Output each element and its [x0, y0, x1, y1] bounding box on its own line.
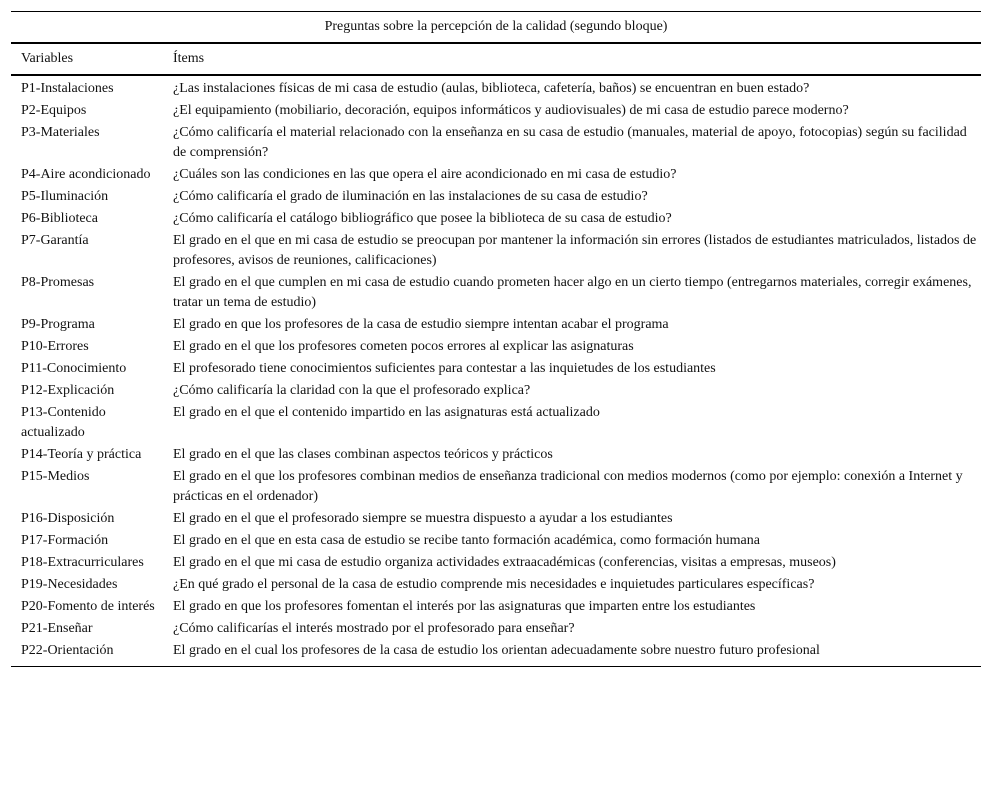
- variable-cell: P10-Errores: [21, 339, 89, 354]
- variable-cell: P11-Conocimiento: [21, 361, 127, 376]
- item-cell: ¿Las instalaciones físicas de mi casa de estudio (aulas, biblioteca, cafetería, baños) se encuentran en buen estado?: [173, 81, 810, 96]
- table-row: [11, 618, 981, 640]
- table-row: [11, 164, 981, 186]
- item-cell: El grado en que los profesores fomentan el interés por las asignaturas que imparten entre los estudiantes: [173, 599, 756, 614]
- item-cell: El grado en que los profesores de la casa de estudio siempre intentan acabar el programa: [173, 317, 669, 332]
- table-row: [11, 444, 981, 466]
- variable-cell: P14-Teoría y práctica: [21, 447, 142, 462]
- variable-cell: P22-Orientación: [11, 640, 163, 667]
- variable-cell: P16-Disposición: [21, 511, 115, 526]
- item-cell: El grado en el que en esta casa de estudio se recibe tanto formación académica, como formación humana: [173, 533, 760, 548]
- item-cell: ¿Cómo calificarías el interés mostrado por el profesorado para enseñar?: [173, 621, 575, 636]
- table-row: [11, 596, 981, 618]
- table-row: [11, 314, 981, 336]
- variable-cell: P20-Fomento de interés: [21, 599, 155, 614]
- item-cell: ¿Cómo calificaría el material relacionado con la enseñanza en su casa de estudio (manuales, material de apoyo, fotocopias) según su facilidad de comprensión?: [173, 125, 967, 160]
- variable-cell: P1-Instalaciones: [21, 81, 114, 96]
- table-row: [11, 208, 981, 230]
- header-variables: Variables: [11, 43, 163, 75]
- header-items: Ítems: [163, 43, 981, 75]
- item-cell: ¿Cómo calificaría el catálogo bibliográfico que posee la biblioteca de su casa de estudio?: [173, 211, 672, 226]
- variable-cell: P18-Extracurriculares: [21, 555, 144, 570]
- table-row: [11, 530, 981, 552]
- quality-perception-table: [11, 11, 981, 667]
- table-row: [11, 574, 981, 596]
- variable-cell: P15-Medios: [21, 469, 90, 484]
- variable-cell: P5-Iluminación: [21, 189, 109, 204]
- item-cell: El grado en el que los profesores combinan medios de enseñanza tradicional con medios modernos (como por ejemplo: conexión a Internet y prácticas en el ordenador): [173, 469, 963, 504]
- table-row: [11, 230, 981, 272]
- item-cell: El grado en el que las clases combinan aspectos teóricos y prácticos: [173, 447, 553, 462]
- table-caption-row: [11, 12, 981, 44]
- item-cell: ¿Cómo calificaría el grado de iluminación en las instalaciones de su casa de estudio?: [173, 189, 648, 204]
- table-row: [11, 336, 981, 358]
- table-row: [11, 358, 981, 380]
- table-row: [11, 402, 981, 444]
- table-body: [11, 75, 981, 667]
- item-cell: El grado en el que el profesorado siempre se muestra dispuesto a ayudar a los estudiantes: [173, 511, 673, 526]
- table-row: [11, 122, 981, 164]
- variable-cell: P3-Materiales: [21, 125, 100, 140]
- table-row: [11, 75, 981, 100]
- table-row: [11, 380, 981, 402]
- variable-cell: P17-Formación: [21, 533, 109, 548]
- variable-cell: P21-Enseñar: [21, 621, 93, 636]
- variable-cell: P12-Explicación: [21, 383, 115, 398]
- variable-cell: P7-Garantía: [21, 233, 89, 248]
- item-cell: El grado en el que mi casa de estudio organiza actividades extraacadémicas (conferencias, visitas a empresas, museos): [173, 555, 836, 570]
- table-row: [11, 272, 981, 314]
- table-row: [11, 508, 981, 530]
- item-cell: El grado en el que cumplen en mi casa de estudio cuando prometen hacer algo en un cierto tiempo (entregarnos materiales, corregir exámenes, tratar un tema de estudio): [173, 275, 972, 310]
- variable-cell: P8-Promesas: [21, 275, 95, 290]
- table-row: [11, 186, 981, 208]
- item-cell: ¿En qué grado el personal de la casa de estudio comprende mis necesidades e inquietudes particulares específicas?: [173, 577, 815, 592]
- variable-cell: P2-Equipos: [21, 103, 87, 118]
- variable-cell: P9-Programa: [21, 317, 95, 332]
- item-cell: El grado en el que en mi casa de estudio se preocupan por mantener la información sin errores (listados de estudiantes matriculados, listados de profesores, avisos de reuniones, calificaciones): [173, 233, 977, 268]
- table-row: [11, 466, 981, 508]
- item-cell: El grado en el que el contenido impartido en las asignaturas está actualizado: [173, 405, 600, 420]
- table-row: [11, 640, 981, 667]
- variable-cell: P4-Aire acondicionado: [21, 167, 151, 182]
- table-row: [11, 100, 981, 122]
- item-cell: ¿El equipamiento (mobiliario, decoración, equipos informáticos y audiovisuales) de mi casa de estudio parece moderno?: [173, 103, 849, 118]
- table-caption: Preguntas sobre la percepción de la calidad (segundo bloque): [11, 12, 981, 44]
- item-cell: El grado en el que los profesores cometen pocos errores al explicar las asignaturas: [173, 339, 634, 354]
- variable-cell: P6-Biblioteca: [21, 211, 98, 226]
- item-cell: El profesorado tiene conocimientos suficientes para contestar a las inquietudes de los estudiantes: [173, 361, 716, 376]
- table-row: [11, 552, 981, 574]
- item-cell: El grado en el cual los profesores de la casa de estudio los orientan adecuadamente sobre nuestro futuro profesional: [163, 640, 981, 667]
- item-cell: ¿Cuáles son las condiciones en las que opera el aire acondicionado en mi casa de estudio?: [173, 167, 677, 182]
- quality-perception-table-container: [11, 11, 981, 667]
- table-header-row: [11, 43, 981, 75]
- item-cell: ¿Cómo calificaría la claridad con la que el profesorado explica?: [173, 383, 531, 398]
- variable-cell: P19-Necesidades: [21, 577, 118, 592]
- variable-cell: P13-Contenido actualizado: [21, 405, 106, 440]
